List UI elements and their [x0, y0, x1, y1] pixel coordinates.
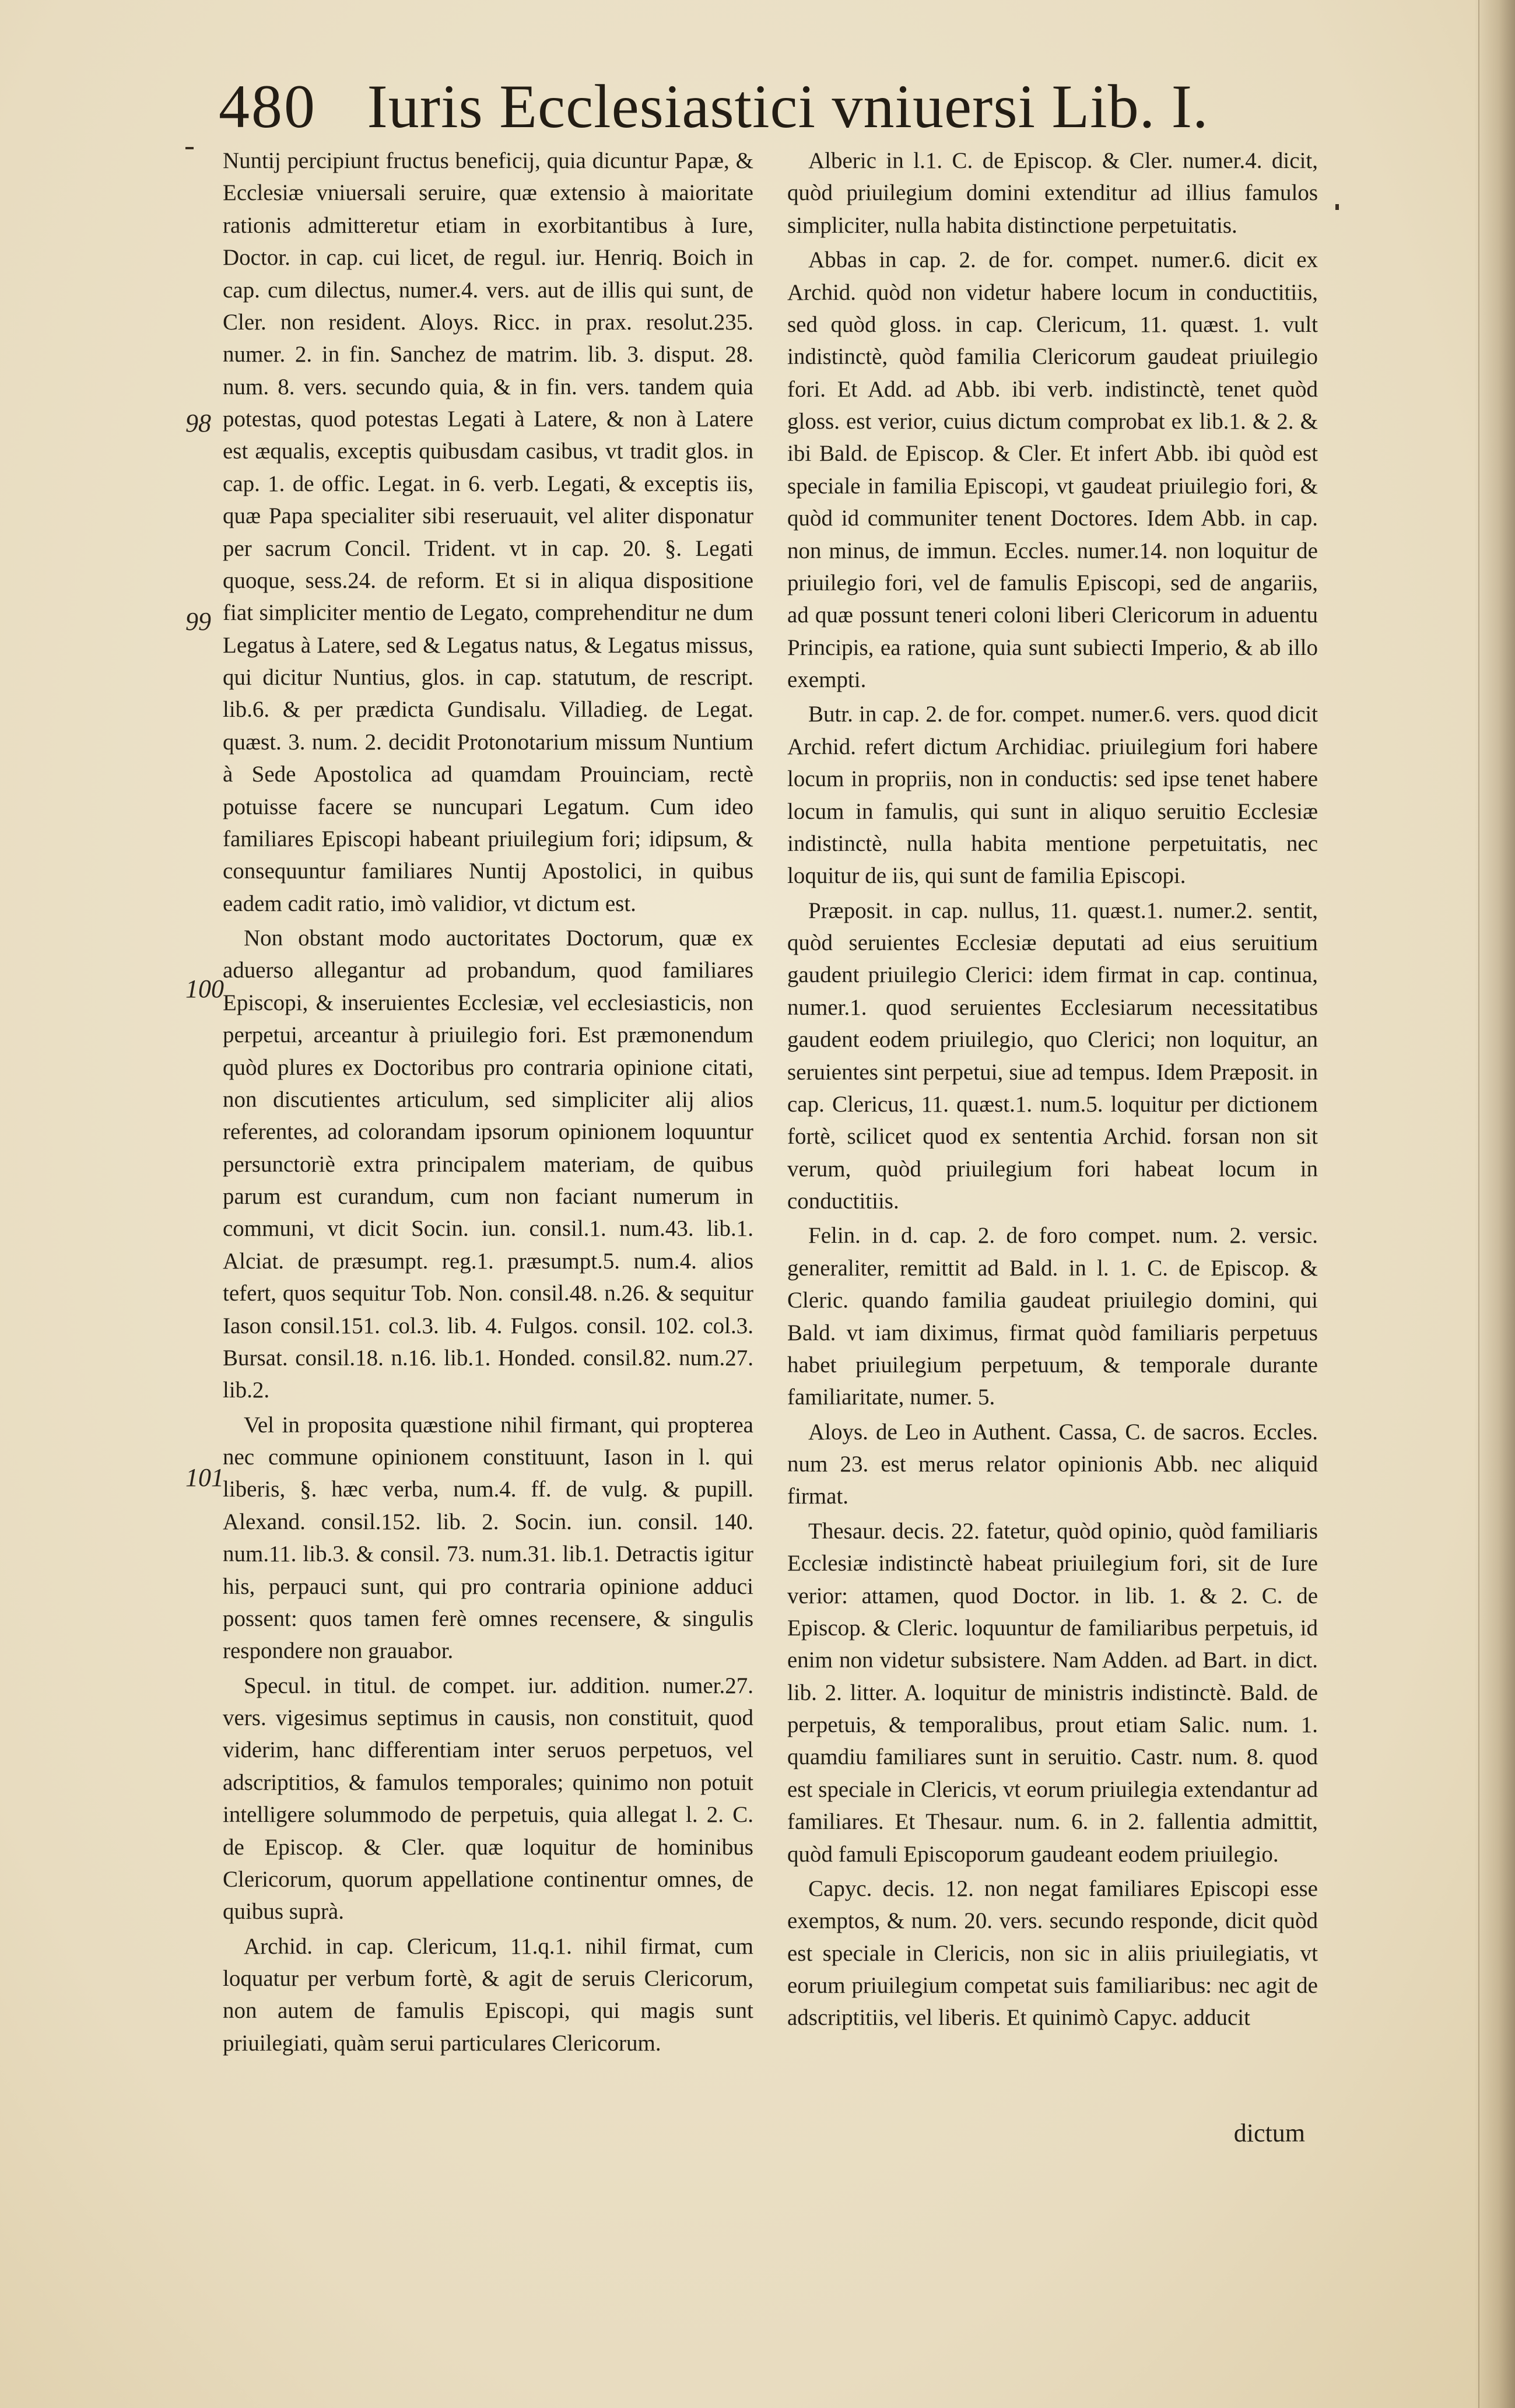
- left-paragraph-3: Vel in proposita quæstione nihil firmant, qui propterea nec commune opinionem constituunt, Iason in l. qui liberis, §. hæc verba, num.4. ff. de vulg. & pupill. Alexand. consil.152. lib. 2. Socin. iun. consil. 140. num.11. lib.3. & consil. 73. num.31. lib.1. Detractis igitur his, perpauci sunt, qui pro contraria opinione adduci possent: quos tamen ferè omnes recensere, & singulis respondere non grauabor.: [223, 1412, 753, 1664]
- page-edge-line: [1478, 0, 1479, 2408]
- margin-number-99: 99: [185, 607, 211, 636]
- right-paragraph-7: Thesaur. decis. 22. fatetur, quòd opinio, quòd familiaris Ecclesiæ indistinctè habeat priuilegium fori, sit de Iure verior: attamen, quod Doctor. in lib. 1. & 2. C. de Episcop. & Cleric. loquuntur de familiaribus perpetuis, id enim non videtur subsistere. Nam Adden. ad Bart. in dict. lib. 2. litter. A. loquitur de ministris indistinctè. Bald. de perpetuis, & temporalibus, prout etiam Salic. num. 1. quamdiu familiares sunt in seruitio. Castr. num. 8. quod est speciale in Clericis, vt eorum priuilegia extendantur ad familiares. Et Thesaur. num. 6. in 2. fallentia admittit, quòd famuli Episcoporum gaudeant eodem priuilegio.: [787, 1518, 1318, 1867]
- left-paragraph-4: Specul. in titul. de compet. iur. addition. numer.27. vers. vigesimus septimus in causis, non constituit, quod viderim, hanc differentiam inter seruos perpetuos, vel adscriptitios, & famulos temporales; quinimo non potuit intelligere solummodo de perpetuis, quia allegat l. 2. C. de Episcop. & Cler. quæ loquitur de hominibus Clericorum, quorum appellatione continentur omnes, de quibus suprà.: [223, 1673, 753, 1925]
- right-paragraph-2: Abbas in cap. 2. de for. compet. numer.6. dicit ex Archid. quòd non videtur habere locum in conductitiis, sed quòd gloss. in cap. Clericum, 11. quæst. 1. vult indistinctè, quòd familia Clericorum gaudeat priuilegio fori. Et Add. ad Abb. ibi verb. indistinctè, tenet quòd gloss. est verior, cuius dictum comprobat ex lib.1. & 2. & ibi Bald. de Episcop. & Cler. Et infert Abb. ibi quòd est speciale in familia Episcopi, vt gaudeat priuilegio fori, & quòd id communiter tenent Doctores. Idem Abb. in cap. non minus, de immun. Eccles. numer.14. non loquitur de priuilegio fori, vel de famulis Episcopi, sed de angariis, ad quæ possunt teneri coloni liberi Clericorum in aduentu Principis, ea ratione, quia sunt subiecti Imperio, & ab illo exempti.: [787, 247, 1318, 692]
- left-paragraph-2: Non obstant modo auctoritates Doctorum, quæ ex aduerso allegantur ad probandum, quod familiares Episcopi, & inseruientes Ecclesiæ, vel ecclesiasticis, non perpetui, arceantur à priuilegio fori. Est præmonendum quòd plures ex Doctoribus pro contraria opinione citati, non discutientes articulum, sed simpliciter alij alios referentes, ad colorandam ipsorum opinionem loquuntur persunctoriè extra principalem materiam, de quibus parum est curandum, cum non faciant numerum in communi, vt dicit Socin. iun. consil.1. num.43. lib.1. Alciat. de præsumpt. reg.1. præsumpt.5. num.4. alios tefert, quos sequitur Tob. Non. consil.48. n.26. & sequitur Iason consil.151. col.3. lib. 4. Fulgos. consil. 102. col.3. Bursat. consil.18. n.16. lib.1. Honded. consil.82. num.27. lib.2.: [223, 926, 753, 1403]
- ink-speck: [1335, 204, 1339, 210]
- left-paragraph-5: Archid. in cap. Clericum, 11.q.1. nihil firmat, cum loquatur per verbum fortè, & agit de seruis Clericorum, non autem de famulis Episcopi, qui magis sunt priuilegiati, quàm serui particulares Clericorum.: [223, 1933, 753, 2056]
- running-title: Iuris Ecclesiastici vniuersi Lib. I.: [367, 72, 1209, 141]
- right-paragraph-1: Alberic in l.1. C. de Episcop. & Cler. numer.4. dicit, quòd priuilegium domini extenditur ad illius famulos simpliciter, nulla habita distinctione perpetuitatis.: [787, 148, 1318, 238]
- catchword: dictum: [1233, 2119, 1305, 2147]
- page-number: 480: [219, 72, 317, 141]
- page-header: [219, 69, 1280, 150]
- spine-shadow: [1474, 0, 1515, 2408]
- right-column: [787, 145, 1318, 2037]
- right-paragraph-3: Butr. in cap. 2. de for. compet. numer.6. vers. quod dicit Archid. refert dictum Archidiac. priuilegium fori habere locum in propriis, non in conductis: sed ipse tenet habere locum in famulis, qui sunt in aliquo seruitio Ecclesiæ indistinctè, nulla habita mentione perpetuitatis, nec loquitur de iis, qui sunt de familia Episcopi.: [787, 702, 1318, 889]
- margin-number-100: 100: [185, 975, 224, 1003]
- left-paragraph-1: Nuntij percipiunt fructus beneficij, quia dicuntur Papæ, & Ecclesiæ vniuersali seruire, quæ extensio à maioritate rationis admitteretur etiam in exorbitantibus à Iure, Doctor. in cap. cui licet, de regul. iur. Henriq. Boich in cap. cum dilectus, numer.4. vers. aut de illis qui sunt, de Cler. non resident. Aloys. Ricc. in prax. resolut.235. numer. 2. in fin. Sanchez de matrim. lib. 3. disput. 28. num. 8. vers. secundo quia, & in fin. vers. tandem quia potestas, quod potestas Legati à Latere, & non à Latere est æqualis, exceptis quibusdam casibus, vt tradit glos. in cap. 1. de offic. Legat. in 6. verb. Legati, & exceptis iis, quæ Papa specialiter sibi reseruauit, vel aliter disponatur per sacrum Concil. Trident. vt in cap. 20. §. Legati quoque, sess.24. de reform. Et si in aliqua dispositione fiat simpliciter mentio de Legato, comprehenditur ne dum Legatus à Latere, sed & Legatus natus, & Legatus missus, qui dicitur Nuntius, glos. in cap. statutum, de rescript. lib.6. & per prædicta Gundisalu. Villadieg. de Legat. quæst. 3. num. 2. decidit Protonotarium missum Nuntium à Sede Apostolica ad quamdam Prouinciam, rectè potuisse facere se nuncupari Legatum. Cum ideo familiares Episcopi habeant priuilegium fori; idipsum, & consequuntur familiares Nuntij Apostolici, in quibus eadem cadit ratio, imò validior, vt dictum est.: [223, 148, 753, 916]
- left-column: [223, 145, 753, 2062]
- margin-number-101: 101: [185, 1463, 224, 1492]
- right-paragraph-6: Aloys. de Leo in Authent. Cassa, C. de sacros. Eccles. num 23. est merus relator opinionis Abb. nec aliquid firmat.: [787, 1419, 1318, 1509]
- right-paragraph-8: Capyc. decis. 12. non negat familiares Episcopi esse exemptos, & num. 20. vers. secundo responde, dicit quòd est speciale in Clericis, non sic in aliis priuilegiatis, vt eorum priuilegium competat suis familiaribus: nec agit de adscriptitiis, vel liberis. Et quinimò Capyc. adducit: [787, 1876, 1318, 2031]
- margin-number-98: 98: [185, 409, 211, 437]
- right-paragraph-4: Præposit. in cap. nullus, 11. quæst.1. numer.2. sentit, quòd seruientes Ecclesiæ deputati ad eius seruitium gaudent priuilegio Clerici: idem firmat in cap. continua, numer.1. quod seruientes Ecclesiarum necessitatibus gaudent eodem priuilegio, quo Clerici; non loquitur, an seruientes sint perpetui, siue ad tempus. Idem Præposit. in cap. Clericus, 11. quæst.1. num.5. loquitur per dictionem fortè, scilicet quod ex sententia Archid. forsan non sit verum, quòd priuilegium fori habeat locum in conductitiis.: [787, 898, 1318, 1214]
- right-paragraph-5: Felin. in d. cap. 2. de foro compet. num. 2. versic. generaliter, remittit ad Bald. in l. 1. C. de Episcop. & Cleric. quando familia gaudeat priuilegio domini, qui Bald. vt iam diximus, firmat quòd familiaris perpetuus habet priuilegium perpetuum, & temporale durante familiaritate, numer. 5.: [787, 1223, 1318, 1410]
- ink-speck: [185, 147, 194, 149]
